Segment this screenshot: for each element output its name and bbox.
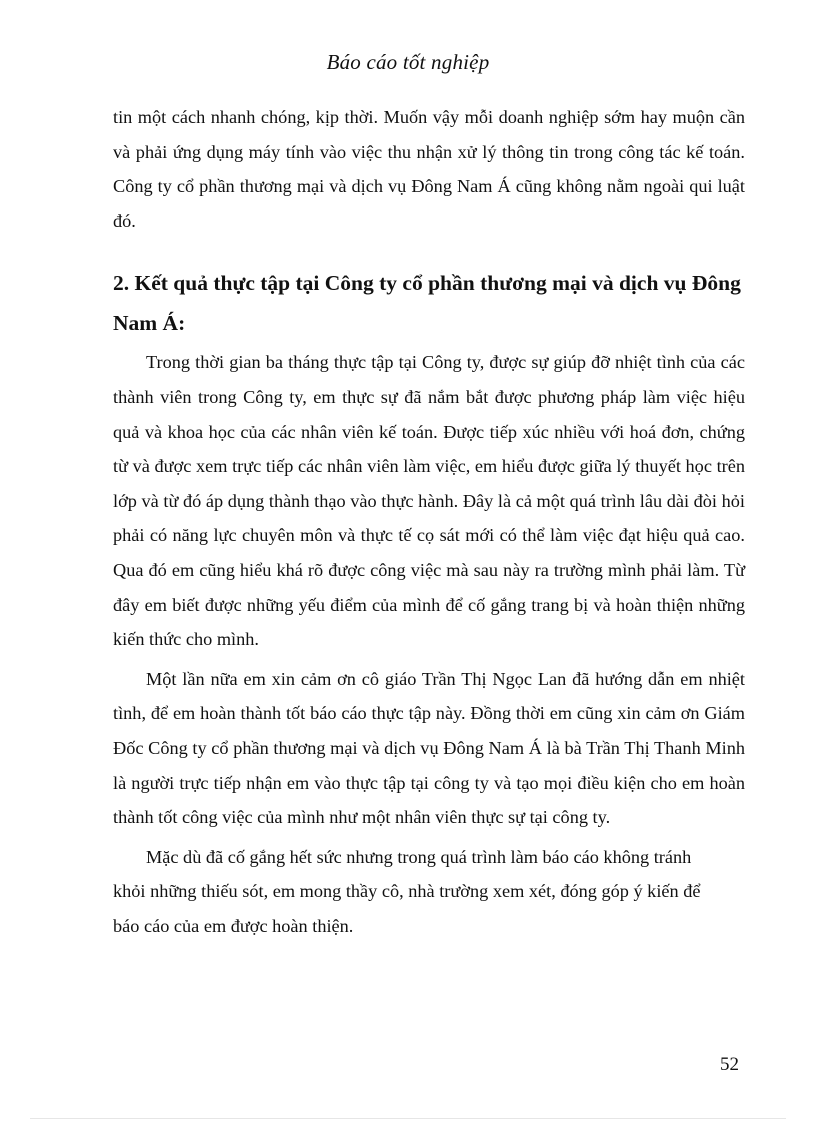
paragraph-internship-results: Trong thời gian ba tháng thực tập tại Công ty, được sự giúp đỡ nhiệt tình của các thành viên trong Công ty, em thực sự đã nắm bắt được phương pháp làm việc hiệu quả và khoa học của các nhân viên kế toán. Được tiếp xúc nhiều với hoá đơn, chứng từ và được xem trực tiếp các nhân viên làm việc, em hiểu được giữa lý thuyết học trên lớp và từ đó áp dụng thành thạo vào thực hành. Đây là cả một quá trình lâu dài đòi hỏi phải có năng lực chuyên môn và thực tế cọ sát mới có thể làm việc đạt hiệu quả cao. Qua đó em cũng hiểu khá rõ được công việc mà sau này ra trường mình phải làm. Từ đây em biết được những yếu điểm của mình để cố gắng trang bị và hoàn thiện những kiến thức cho mình.	[113, 352, 745, 650]
document-body	[113, 100, 745, 943]
page-number: 52	[720, 1054, 739, 1075]
running-header: Báo cáo tốt nghiệp	[326, 50, 490, 74]
paragraph-closing: Mặc dù đã cố gắng hết sức nhưng trong quá trình làm báo cáo không tránh khỏi những thiếu sót, em mong thầy cô, nhà trường xem xét, đóng góp ý kiến để báo cáo của em được hoàn thiện.	[113, 846, 701, 936]
continuation-paragraph: tin một cách nhanh chóng, kịp thời. Muốn vậy mỗi doanh nghiệp sớm hay muộn cần và phải ứng dụng máy tính vào việc thu nhận xử lý thông tin trong công tác kế toán. Công ty cổ phần thương mại và dịch vụ Đông Nam Á cũng không nằm ngoài qui luật đó.	[113, 107, 745, 231]
paragraph-acknowledgements: Một lần nữa em xin cảm ơn cô giáo Trần Thị Ngọc Lan đã hướng dẫn em nhiệt tình, để em hoàn thành tốt báo cáo thực tập này. Đồng thời em cũng xin cảm ơn Giám Đốc Công ty cổ phần thương mại và dịch vụ Đông Nam Á là bà Trần Thị Thanh Minh là người trực tiếp nhận em vào thực tập tại công ty và tạo mọi điều kiện cho em hoàn thành tốt công việc của mình như một nhân viên thực sự tại công ty.	[113, 668, 745, 828]
bottom-divider	[30, 1118, 786, 1119]
section-heading: 2. Kết quả thực tập tại Công ty cổ phần thương mại và dịch vụ Đông Nam Á:	[113, 271, 741, 336]
